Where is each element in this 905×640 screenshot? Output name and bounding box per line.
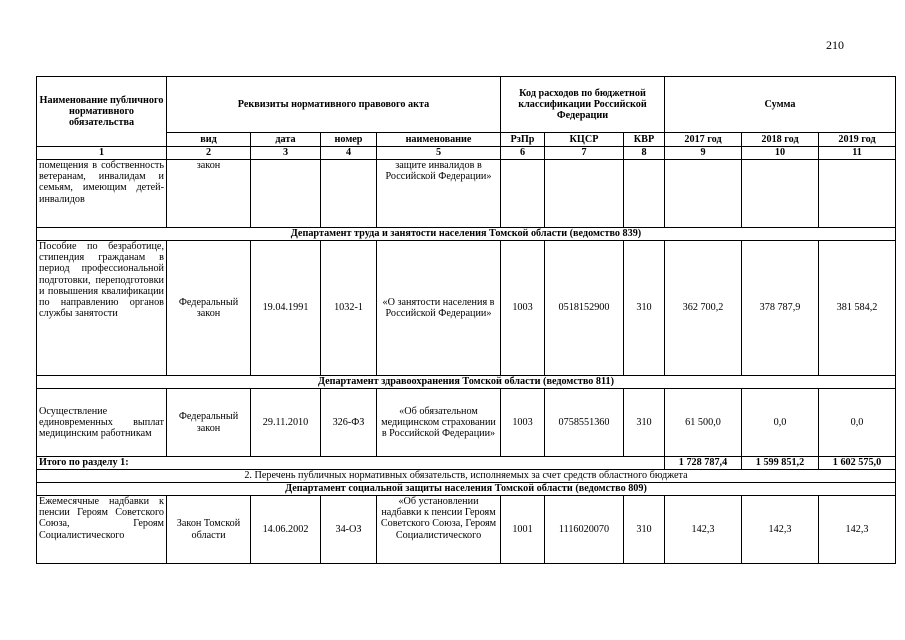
subheader-kind: вид — [167, 133, 251, 147]
rzpr — [501, 160, 545, 228]
act-date: 19.04.1991 — [251, 241, 321, 376]
act-title: «О занятости населения в Российской Федерации» — [377, 241, 501, 376]
obligation-name: Ежемесячные надбавки к пенсии Героям Советского Союза, Героям Социалистического — [37, 496, 167, 564]
act-title: защите инвалидов в Российской Федерации» — [377, 160, 501, 228]
column-number: 5 — [377, 147, 501, 160]
obligation-name: Осуществление единовременных выплат медицинским работникам — [37, 389, 167, 457]
header-sum: Сумма — [665, 77, 896, 133]
act-kind: Федеральный закон — [167, 389, 251, 457]
total-2019: 1 602 575,0 — [819, 457, 896, 470]
header-codes: Код расходов по бюджетной классификации Российской Федерации — [501, 77, 665, 133]
column-number: 7 — [545, 147, 624, 160]
obligation-name: помещения в собственность ветеранам, инвалидам и семьям, имеющим детей-инвалидов — [37, 160, 167, 228]
obligations-table — [36, 76, 896, 564]
column-number: 6 — [501, 147, 545, 160]
sum-2017 — [665, 160, 742, 228]
sum-2018: 378 787,9 — [742, 241, 819, 376]
sum-2019 — [819, 160, 896, 228]
table-row — [37, 160, 896, 228]
section-row — [37, 470, 896, 483]
column-number: 11 — [819, 147, 896, 160]
total-label: Итого по разделу 1: — [37, 457, 665, 470]
sum-2019: 142,3 — [819, 496, 896, 564]
sum-2019: 381 584,2 — [819, 241, 896, 376]
kcsr — [545, 160, 624, 228]
kcsr: 0758551360 — [545, 389, 624, 457]
kvr — [624, 160, 665, 228]
subheader-rzpr: РзПр — [501, 133, 545, 147]
subheader-2018: 2018 год — [742, 133, 819, 147]
total-2018: 1 599 851,2 — [742, 457, 819, 470]
kcsr: 1116020070 — [545, 496, 624, 564]
total-row — [37, 457, 896, 470]
act-date — [251, 160, 321, 228]
department-heading: Департамент здравоохранения Томской области (ведомство 811) — [37, 376, 896, 389]
obligation-name: Пособие по безработице, стипендия гражданам в период профессиональной подготовки, переподготовки и повышения квалификации по направлению органов службы занятости — [37, 241, 167, 376]
section-heading: 2. Перечень публичных нормативных обязательств, исполняемых за счет средств областного бюджета — [37, 470, 896, 483]
kvr: 310 — [624, 389, 665, 457]
subheader-title: наименование — [377, 133, 501, 147]
subheader-2019: 2019 год — [819, 133, 896, 147]
act-kind: закон — [167, 160, 251, 228]
act-date: 14.06.2002 — [251, 496, 321, 564]
page-number: 210 — [826, 38, 844, 52]
sum-2017: 142,3 — [665, 496, 742, 564]
sum-2018 — [742, 160, 819, 228]
act-title: «Об установлении надбавки к пенсии Героям Советского Союза, Героям Социалистического — [377, 496, 501, 564]
act-number: 34-ОЗ — [321, 496, 377, 564]
sum-2018: 142,3 — [742, 496, 819, 564]
subheader-kcsr: КЦСР — [545, 133, 624, 147]
act-kind: Закон Томской области — [167, 496, 251, 564]
subheader-number: номер — [321, 133, 377, 147]
table-row — [37, 389, 896, 457]
kvr: 310 — [624, 496, 665, 564]
department-row — [37, 228, 896, 241]
act-title: «Об обязательном медицинском страховании в Российской Федерации» — [377, 389, 501, 457]
act-date: 29.11.2010 — [251, 389, 321, 457]
rzpr: 1001 — [501, 496, 545, 564]
rzpr: 1003 — [501, 241, 545, 376]
department-row — [37, 483, 896, 496]
column-number: 1 — [37, 147, 167, 160]
act-number — [321, 160, 377, 228]
header-name: Наименование публичного нормативного обязательства — [37, 77, 167, 147]
column-numbers-row — [37, 147, 896, 160]
rzpr: 1003 — [501, 389, 545, 457]
sum-2017: 362 700,2 — [665, 241, 742, 376]
total-2017: 1 728 787,4 — [665, 457, 742, 470]
table-row — [37, 241, 896, 376]
department-heading: Департамент социальной защиты населения Томской области (ведомство 809) — [37, 483, 896, 496]
subheader-2017: 2017 год — [665, 133, 742, 147]
kvr: 310 — [624, 241, 665, 376]
column-number: 4 — [321, 147, 377, 160]
department-heading: Департамент труда и занятости населения Томской области (ведомство 839) — [37, 228, 896, 241]
act-kind: Федеральный закон — [167, 241, 251, 376]
table-row — [37, 496, 896, 564]
kcsr: 0518152900 — [545, 241, 624, 376]
sum-2018: 0,0 — [742, 389, 819, 457]
subheader-kvr: КВР — [624, 133, 665, 147]
act-number: 326-ФЗ — [321, 389, 377, 457]
subheader-date: дата — [251, 133, 321, 147]
header-row — [37, 77, 896, 133]
department-row — [37, 376, 896, 389]
column-number: 2 — [167, 147, 251, 160]
sum-2017: 61 500,0 — [665, 389, 742, 457]
act-number: 1032-1 — [321, 241, 377, 376]
column-number: 10 — [742, 147, 819, 160]
header-requisites: Реквизиты нормативного правового акта — [167, 77, 501, 133]
column-number: 8 — [624, 147, 665, 160]
column-number: 3 — [251, 147, 321, 160]
column-number: 9 — [665, 147, 742, 160]
sum-2019: 0,0 — [819, 389, 896, 457]
